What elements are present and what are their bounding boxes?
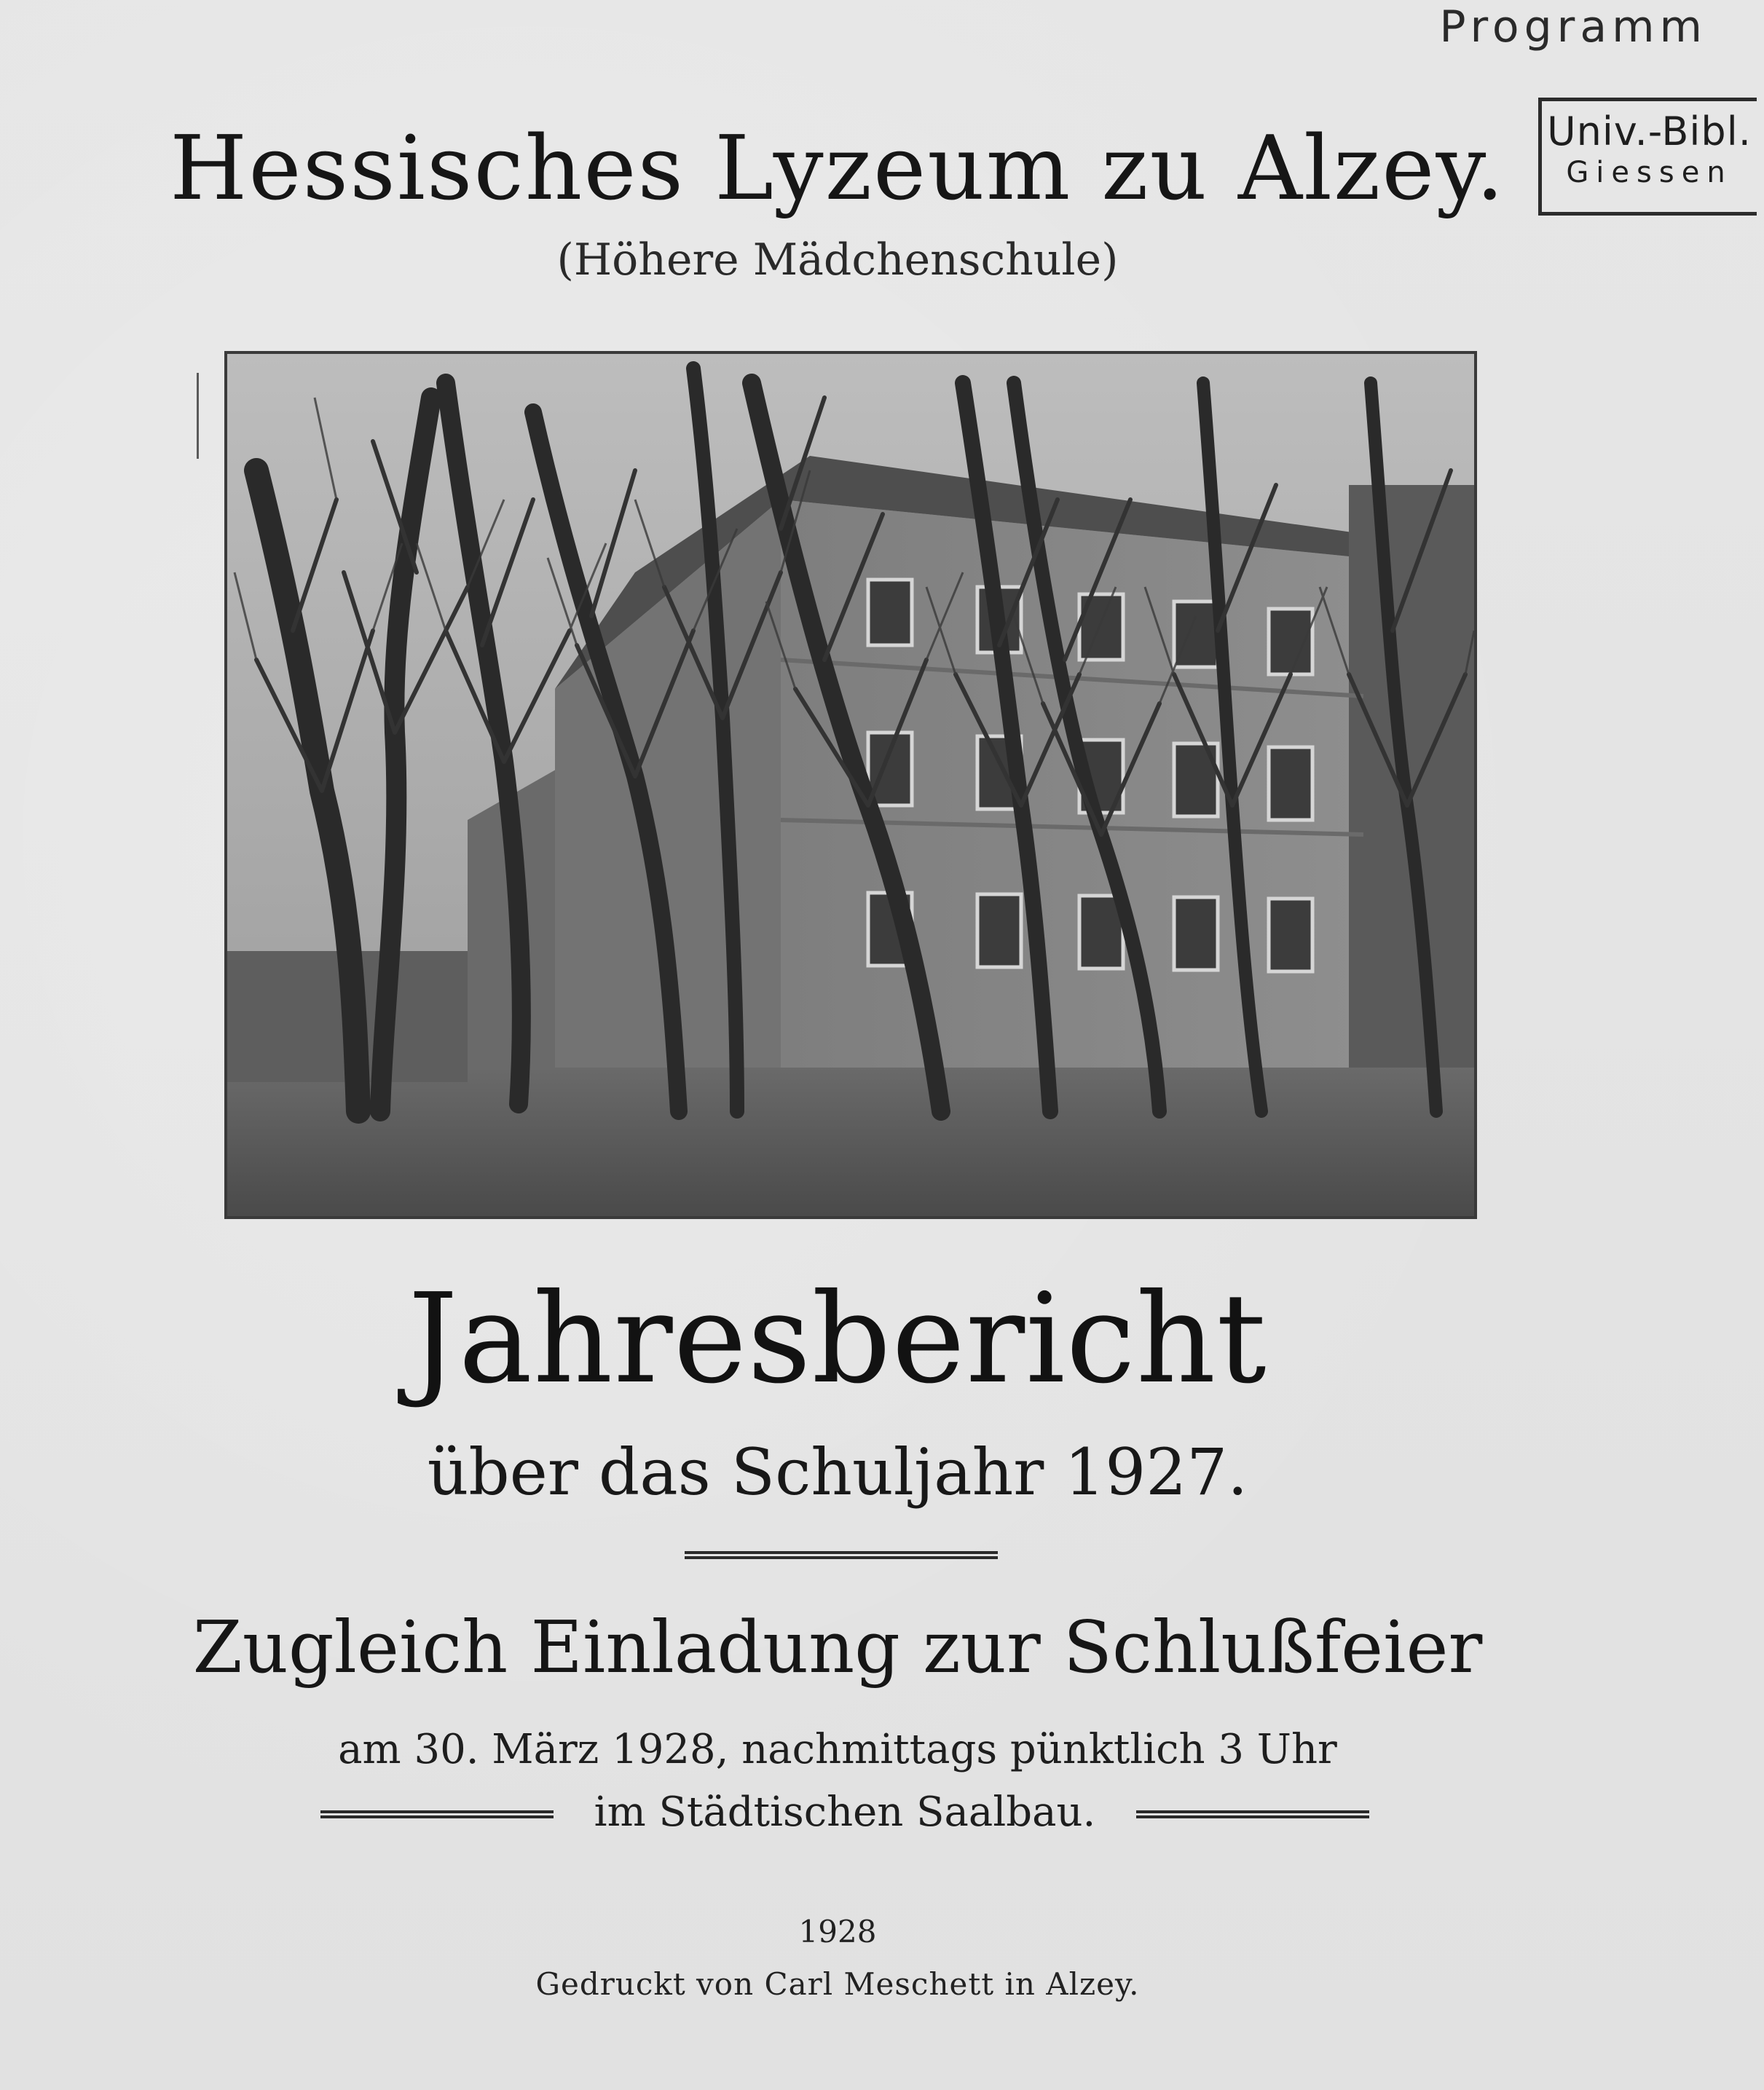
school-title: Hessisches Lyzeum zu Alzey.	[170, 117, 1505, 220]
programm-label: Programm	[1439, 1, 1707, 52]
photo-illustration	[227, 354, 1474, 1216]
report-subtitle: über das Schuljahr 1927.	[427, 1435, 1248, 1510]
stamp-line-1: Univ.-Bibl.	[1547, 109, 1752, 154]
double-rule-left	[320, 1810, 554, 1818]
school-subtitle: (Höhere Mädchenschule)	[556, 234, 1119, 285]
invitation-place: im Städtischen Saalbau.	[594, 1789, 1096, 1836]
double-rule-right	[1136, 1810, 1369, 1818]
invitation-date: am 30. März 1928, nachmittags pünktlich 3 Uhr	[338, 1726, 1337, 1773]
invitation-place-row	[320, 1789, 1369, 1847]
imprint-printer: Gedruckt von Carl Meschett in Alzey.	[535, 1966, 1140, 2002]
school-building-photo	[224, 351, 1477, 1219]
margin-mark	[197, 373, 199, 459]
imprint-year: 1928	[798, 1914, 877, 1949]
double-rule-divider	[685, 1551, 998, 1559]
library-stamp	[1538, 98, 1757, 216]
invitation-title: Zugleich Einladung zur Schlußfeier	[192, 1606, 1483, 1689]
stamp-line-2: Giessen	[1566, 156, 1733, 189]
report-title: Jahresbericht	[408, 1267, 1267, 1411]
